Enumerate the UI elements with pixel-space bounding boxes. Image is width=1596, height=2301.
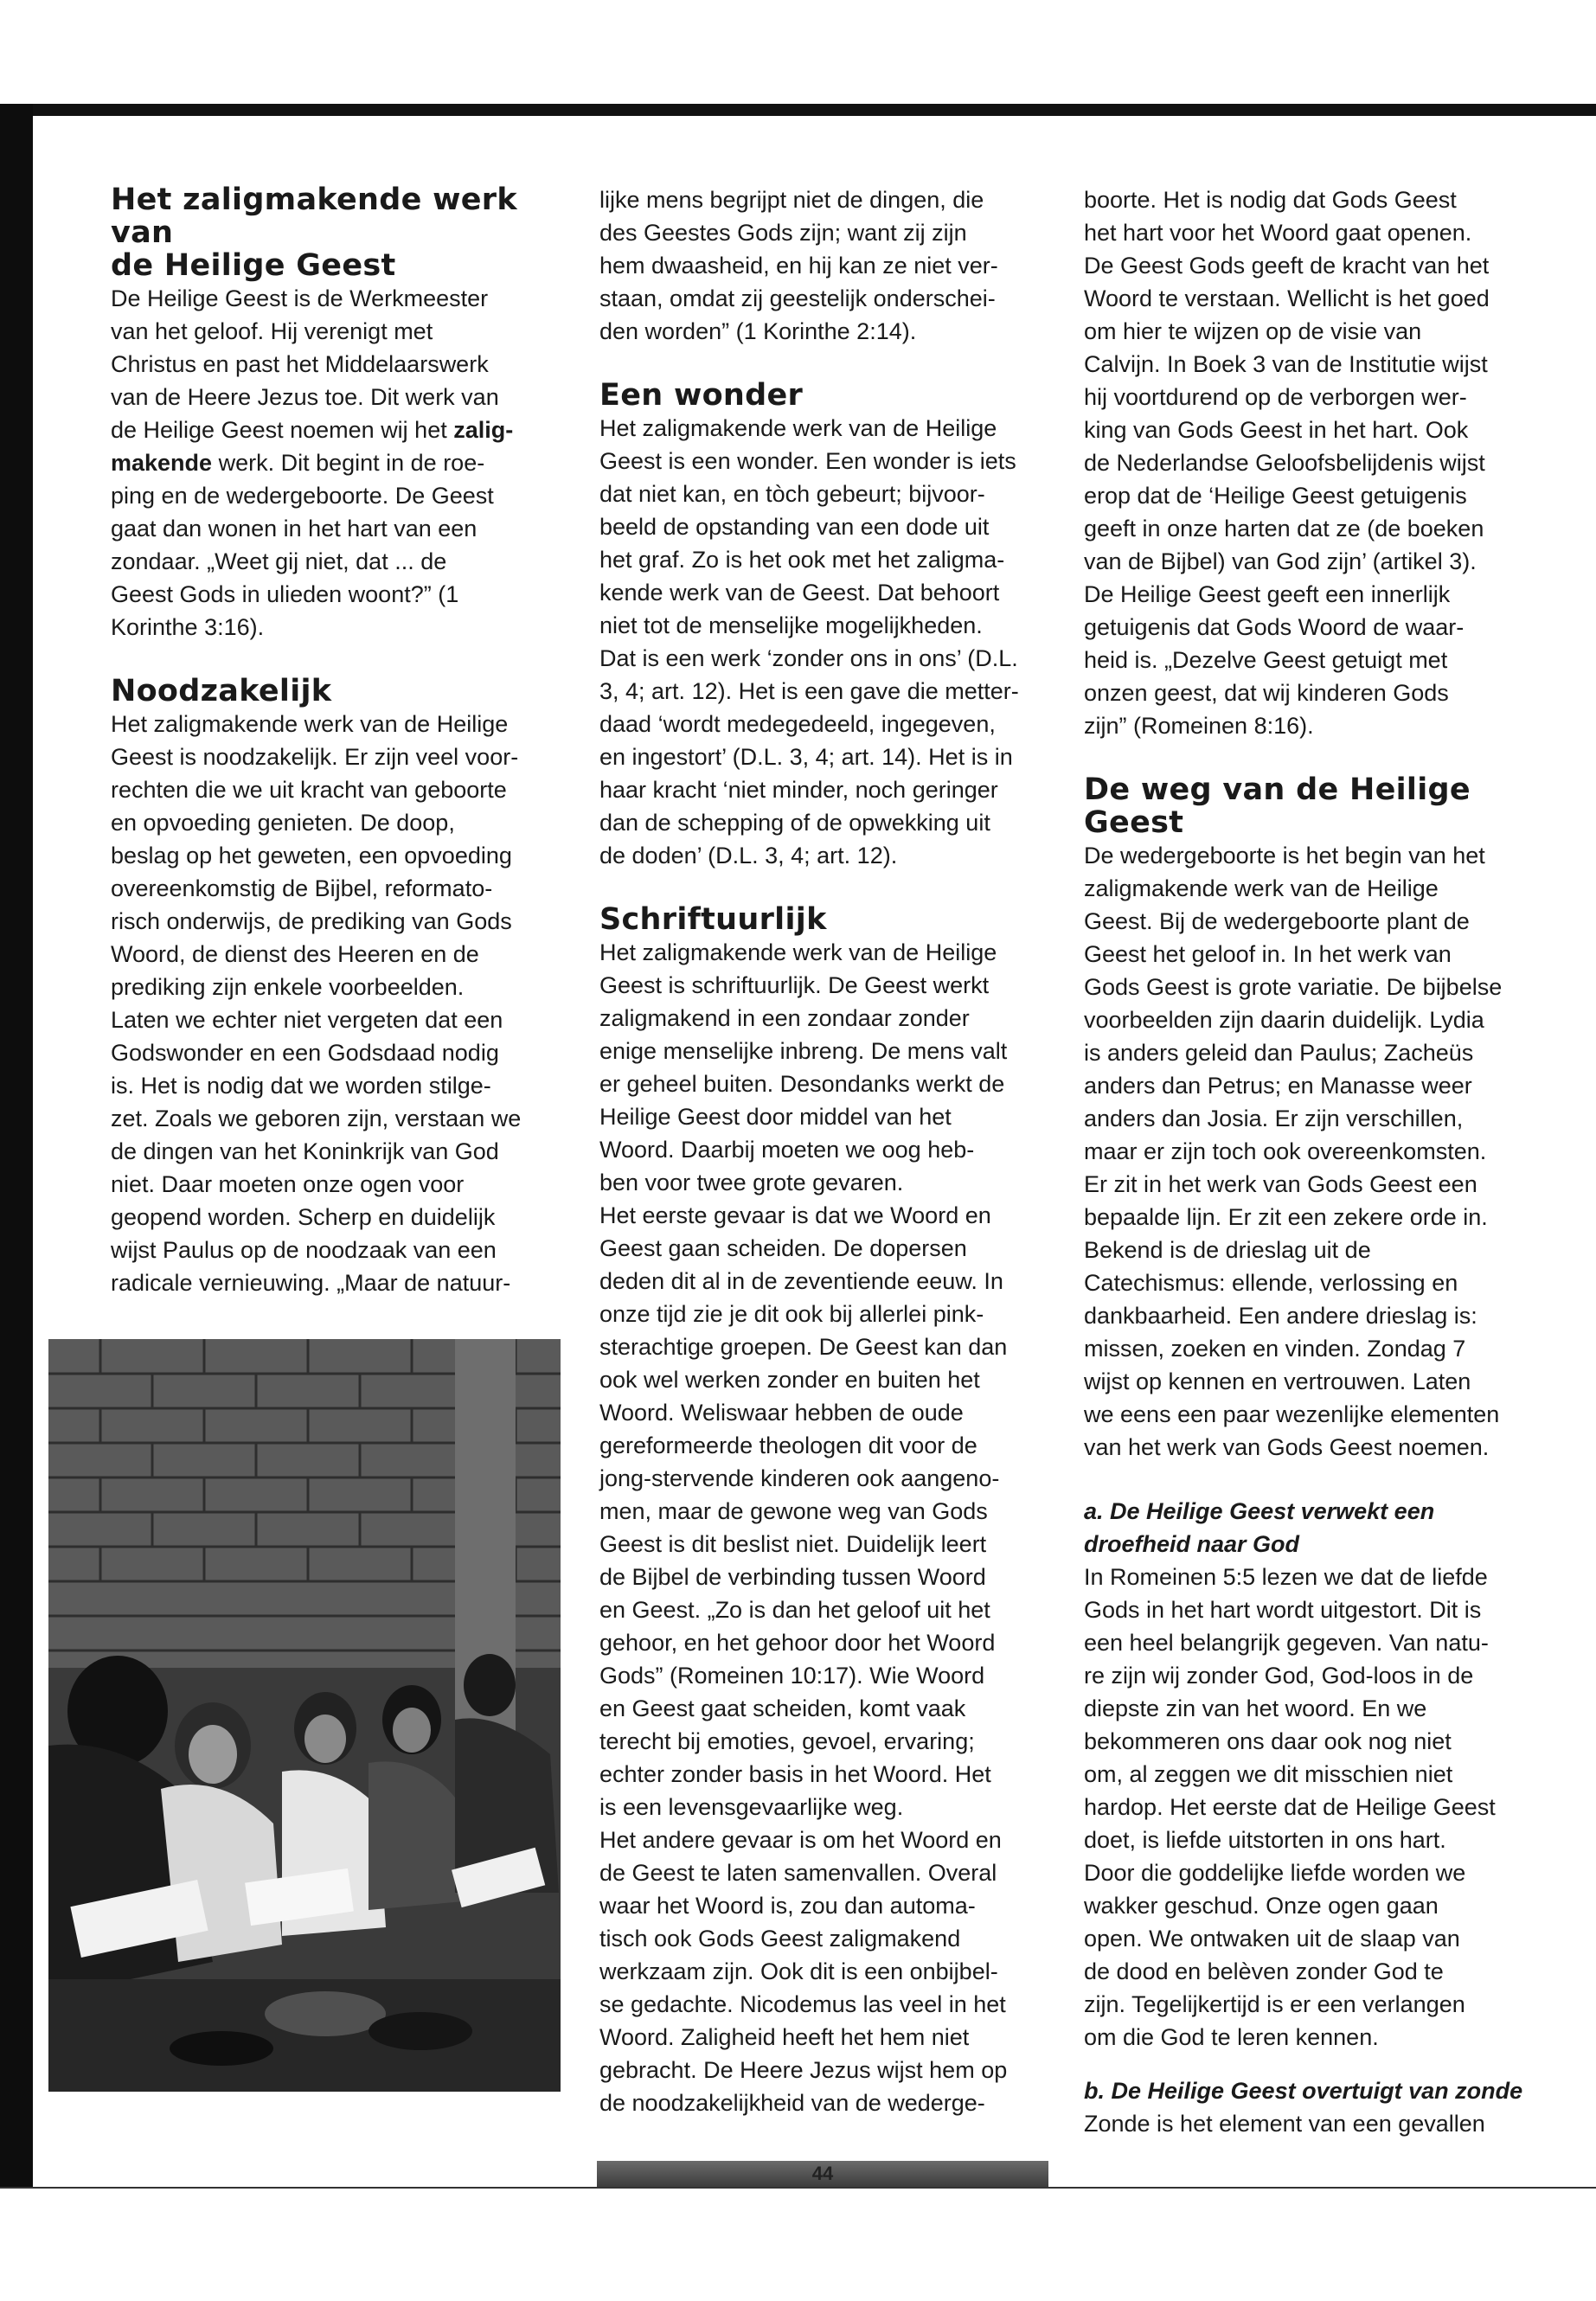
heading-weg-heilige-geest: De weg van de Heilige Geest [1084,772,1471,840]
intro-bold-text: zalig- makende [111,417,514,476]
paragraph-noodzakelijk: Het zaligmakende werk van de Heilige Geest is noodzakelijk. Er zijn veel voor- rechten die we uit kracht van geboorte en opvoeding genieten. De doop, beslag op het geweten, een opvoeding overeenkomstig de Bijbel, reformato- risch onderwijs, de prediking van Gods Woord, de dienst des Heeren en de prediking zijn enkele voorbeelden. Laten we echter niet vergeten dat een Godswonder en een Godsdaad nodig is. Het is nodig dat we worden stilge- zet. Zoals we geboren zijn, verstaan we de dingen van het Koninkrijk van God niet. Daar moeten onze ogen voor geopend worden. Scherp en duidelijk wijst Paulus op de noodzaak van een radicale vernieuwing. „Maar de natuur- [111,711,522,1296]
paragraph-overtuigt: Zonde is het element van een gevallen [1084,2111,1485,2137]
column-1 [111,183,561,1299]
intro-text: De Heilige Geest is de Werkmeester van het geloof. Hij verenigt met Christus en past het Middelaarswerk van de Heere Jezus toe. Dit werk van de Heilige Geest noemen wij het [111,285,499,443]
photo-students-reading [48,1339,561,2092]
heading-noodzakelijk: Noodzakelijk [111,674,332,708]
intro-text-rest: werk. Dit begint in de roe- ping en de wedergeboorte. De Geest gaat dan wonen in het hart van een zondaar. „Weet gij niet, dat ... de Geest Gods in ulieden woont?” (1 Korinthe 3:16). [111,450,494,640]
scan-border-top [0,104,1596,116]
heading-een-wonder: Een wonder [599,378,804,413]
scan-border-bottom [0,2187,1596,2189]
paragraph-continuation: lijke mens begrijpt niet de dingen, die des Geestes Gods zijn; want zij zijn hem dwaasheid, en hij kan ze niet ver- staan, omdat zij geestelijk onderschei- den worden” (1 Korinthe 2:14). [599,187,998,344]
heading-zaligmakende-werk: Het zaligmakende werk van de Heilige Geest [111,183,517,283]
subheading-droefheid: a. De Heilige Geest verwekt een droefheid naar God [1084,1498,1435,1557]
scan-border-left [0,104,33,2189]
column-2 [599,183,1058,2119]
photo-illustration [48,1339,561,2092]
paragraph-intro [111,282,561,644]
paragraph-weg: De wedergeboorte is het begin van het zaligmakende werk van de Heilige Geest. Bij de wedergeboorte plant de Geest het geloof in. In het werk van Gods Geest is grote variatie. De bijbelse voorbeelden zijn daarin duidelijk. Lydia is anders geleid dan Paulus; Zacheüs anders dan Petrus; en Manasse weer anders dan Josia. Er zijn verschillen, maar er zijn toch ook overeenkomsten. Er zit in het werk van Gods Geest een bepaalde lijn. Er zit een zekere orde in. Bekend is de drieslag uit de Catechismus: ellende, verlossing en dankbaarheid. Een andere drieslag is: missen, zoeken en vinden. Zondag 7 wijst op kennen en vertrouwen. Laten we eens een paar wezenlijke elementen van het werk van Gods Geest noemen. [1084,843,1503,1460]
heading-schriftuurlijk: Schriftuurlijk [599,902,827,937]
page-number: 44 [811,2163,834,2184]
paragraph-wonder: Het zaligmakende werk van de Heilige Geest is een wonder. Een wonder is iets dat niet kan, en tòch gebeurt; bijvoor- beeld de opstanding van een dode uit het graf. Zo is het ook met het zaligma- kende werk van de Geest. Dat behoort niet tot de menselijke mogelijkheden. Dat is een werk ‘zonder ons in ons’ (D.L. 3, 4; art. 12). Het is een gave die metter- daad ‘wordt medegedeeld, ingegeven, en ingestort’ (D.L. 3, 4; art. 14). Het is in haar kracht ‘niet minder, noch geringer dan de schepping of de opwekking uit de doden’ (D.L. 3, 4; art. 12). [599,415,1019,868]
paragraph-droefheid: In Romeinen 5:5 lezen we dat de liefde Gods in het hart wordt uitgestort. Dit is een heel belangrijk gegeven. Van natu- re zijn wij zonder God, God-loos in de diepste zin van het woord. En we bekommeren ons daar ook nog niet om, al zeggen we dit misschien niet hardop. Het eerste dat de Heilige Geest doet, is liefde uitstorten in ons hart. Door die goddelijke liefde worden we wakker geschud. Onze ogen gaan open. We ontwaken uit de slaap van de dood en belèven zonder God te zijn. Tegelijkertijd is er een verlangen om die God te leren kennen. [1084,1564,1496,2050]
paragraph-continuation: boorte. Het is nodig dat Gods Geest het hart voor het Woord gaat openen. De Geest Gods geeft de kracht van het Woord te verstaan. Wellicht is het goed om hier te wijzen op de visie van Calvijn. In Boek 3 van de Institutie wijst hij voortdurend op de verborgen wer- king van Gods Geest in het hart. Ook de Nederlandse Geloofsbelijdenis wijst erop dat de ‘Heilige Geest getuigenis geeft in onze harten dat ze (de boeken van de Bijbel) van God zijn’ (artikel 3). De Heilige Geest geeft een innerlijk getuigenis dat Gods Woord de waar- heid is. „Dezelve Geest getuigt met onzen geest, dat wij kinderen Gods zijn” (Romeinen 8:16). [1084,187,1490,739]
page-footer-bar [597,2161,1048,2187]
paragraph-schriftuurlijk: Het zaligmakende werk van de Heilige Geest is schriftuurlijk. De Geest werkt zaligmakend in een zondaar zonder enige menselijke inbreng. De mens valt er geheel buiten. Desondanks werkt de Heilige Geest door middel van het Woord. Daarbij moeten we oog heb- ben voor twee grote gevaren. Het eerste gevaar is dat we Woord en Geest gaan scheiden. De dopersen deden dit al in de zeventiende eeuw. In onze tijd zie je dit ook bij allerlei pink- sterachtige groepen. De Geest kan dan ook wel werken zonder en buiten het Woord. Weliswaar hebben de oude gereformeerde theologen dit voor de jong-stervende kinderen ook aangeno- men, maar de gewone weg van Gods Geest is dit beslist niet. Duidelijk leert de Bijbel de verbinding tussen Woord en Geest. „Zo is dan het geloof uit het gehoor, en het gehoor door het Woord Gods” (Romeinen 10:17). Wie Woord en Geest gaat scheiden, komt vaak terecht bij emoties, gevoel, ervaring; echter zonder basis in het Woord. Het is een levensgevaarlijke weg. Het andere gevaar is om het Woord en de Geest te laten samenvallen. Overal waar het Woord is, zou dan automa- tisch ook Gods Geest zaligmakend werkzaam zijn. Ook dit is een onbijbel- se gedachte. Nicodemus las veel in het Woord. Zaligheid heeft het hem niet gebracht. De Heere Jezus wijst hem op de noodzakelijkheid van de wederge- [599,939,1008,2116]
subheading-overtuigt: b. De Heilige Geest overtuigt van zonde [1084,2078,1523,2104]
column-3 [1084,183,1551,2140]
